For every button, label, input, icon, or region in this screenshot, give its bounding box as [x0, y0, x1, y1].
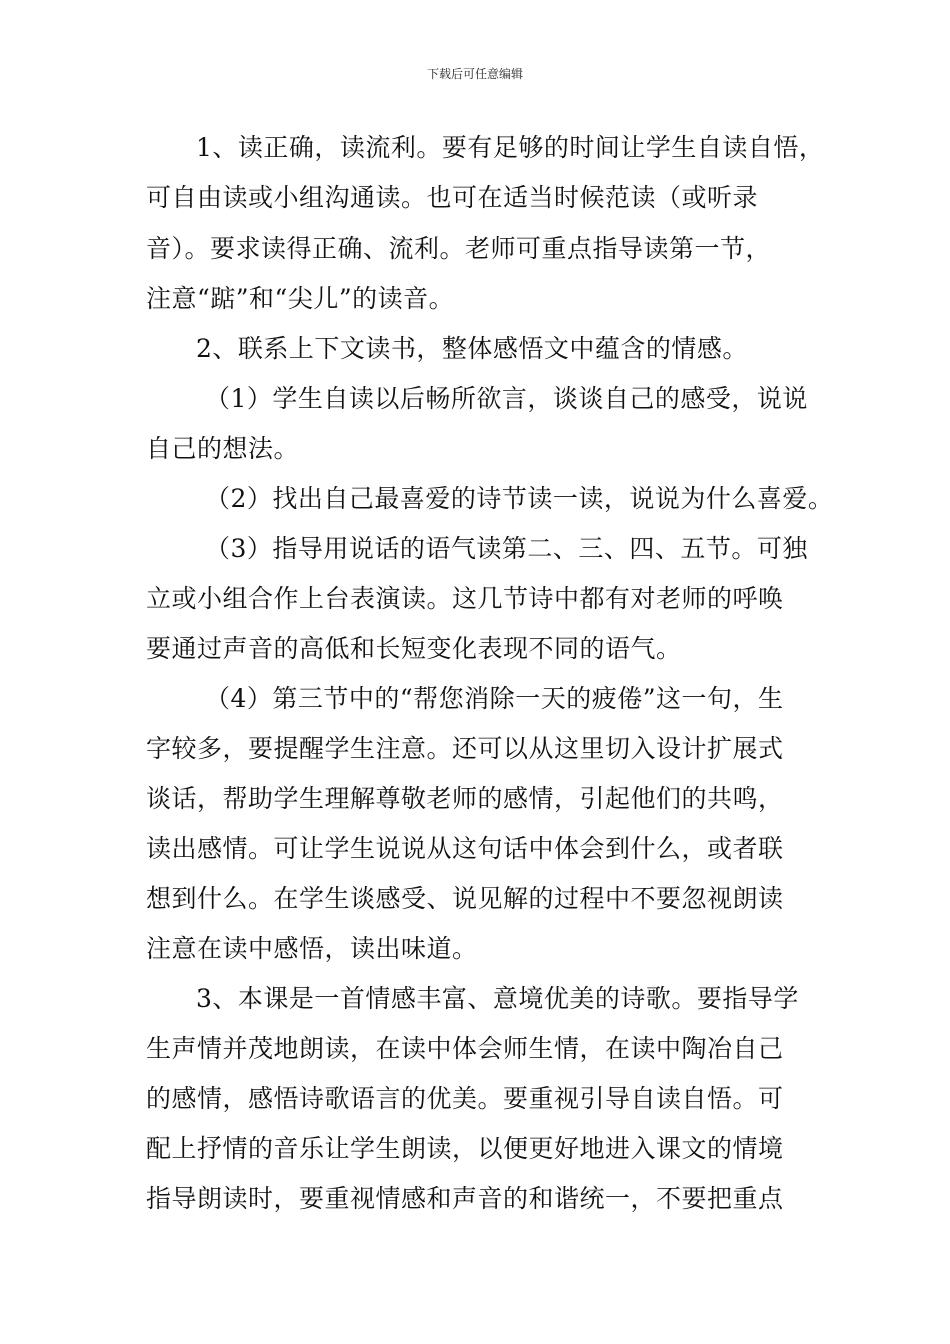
item-4-line-3: 谈话，帮助学生理解尊敬老师的感情，引起他们的共鸣， — [146, 784, 784, 813]
item-4-line-1: （4）第三节中的“帮您消除一天的疲倦”这一句，生 — [205, 684, 784, 713]
paragraph-3-line-2: 生声情并茂地朗读，在读中体会师生情，在读中陶冶自己 — [146, 1034, 784, 1063]
paragraph-3-line-4: 配上抒情的音乐让学生朗读，以便更好地进入课文的情境 — [146, 1134, 784, 1163]
item-2-line-1: （2）找出自己最喜爱的诗节读一读，说说为什么喜爱。 — [205, 484, 834, 513]
paragraph-2-line-1: 2、联系上下文读书，整体感悟文中蕴含的情感。 — [196, 334, 748, 363]
paragraph-1-line-3: 音）。要求读得正确、流利。老师可重点指导读第一节， — [146, 234, 772, 263]
item-1-line-1: （1）学生自读以后畅所欲言，谈谈自己的感受，说说 — [205, 384, 808, 413]
item-4-line-2: 字较多，要提醒学生注意。还可以从这里切入设计扩展式 — [146, 734, 784, 763]
paragraph-3-line-5: 指导朗读时，要重视情感和声音的和谐统一，不要把重点 — [146, 1184, 784, 1213]
item-4-line-5: 想到什么。在学生谈感受、说见解的过程中不要忽视朗读 — [146, 884, 784, 913]
paragraph-3-line-1: 3、本课是一首情感丰富、意境优美的诗歌。要指导学 — [196, 984, 799, 1013]
item-3-line-3: 要通过声音的高低和长短变化表现不同的语气。 — [146, 634, 682, 663]
item-3-line-1: （3）指导用说话的语气读第二、三、四、五节。可独 — [205, 534, 808, 563]
paragraph-1-line-2: 可自由读或小组沟通读。也可在适当时候范读（或听录 — [146, 183, 759, 212]
paragraph-1-line-4: 注意“踮”和“尖儿”的读音。 — [146, 284, 455, 313]
paragraph-3-line-3: 的感情，感悟诗歌语言的优美。要重视引导自读自悟。可 — [146, 1084, 784, 1113]
paragraph-1-line-1: 1、读正确，读流利。要有足够的时间让学生自读自悟， — [196, 133, 825, 162]
item-1-line-2: 自己的想法。 — [146, 434, 300, 463]
page-header: 下载后可任意编辑 — [426, 67, 523, 81]
item-4-line-4: 读出感情。可让学生说说从这句话中体会到什么，或者联 — [146, 834, 784, 863]
item-3-line-2: 立或小组合作上台表演读。这几节诗中都有对老师的呼唤 — [146, 584, 784, 613]
item-4-line-6: 注意在读中感悟，读出味道。 — [146, 934, 478, 963]
